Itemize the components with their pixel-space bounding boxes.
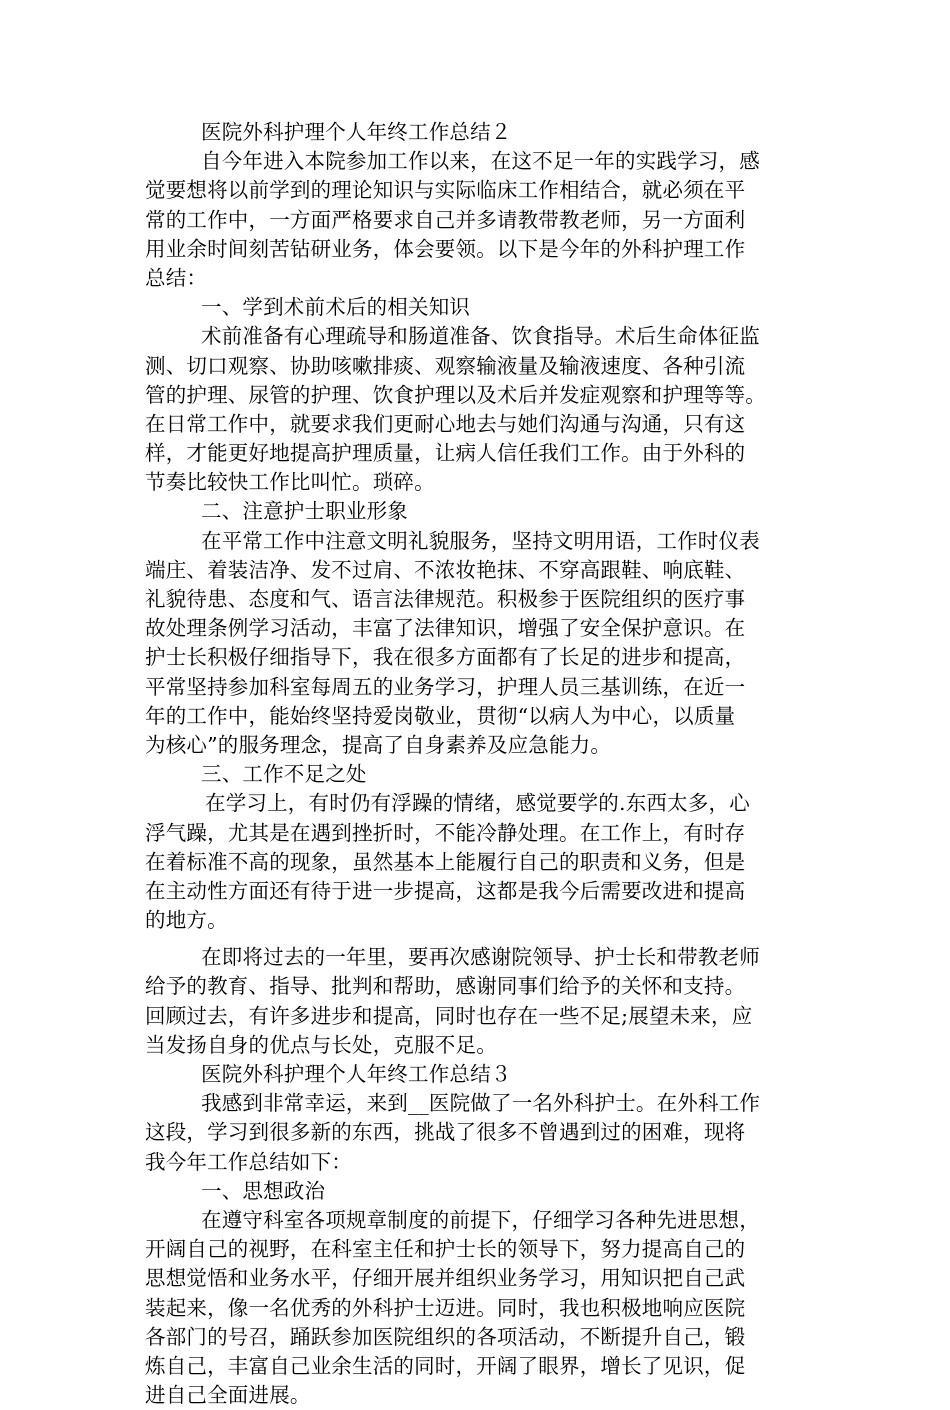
paragraph-line: 测、切口观察、协助咳嗽排痰、观察输液量及输液速度、各种引流 <box>145 353 746 378</box>
paragraph-line: 这段，学习到很多新的东西，挑战了很多不曾遇到过的困难，现将 <box>145 1120 746 1145</box>
paragraph-line: 浮气躁，尤其是在遇到挫折时，不能冷静处理。在工作上，有时存 <box>145 820 746 845</box>
paragraph-line: 故处理条例学习活动，丰富了法律知识，增强了安全保护意识。在 <box>145 616 746 641</box>
paragraph-line: 给予的教育、指导、批判和帮助，感谢同事们给予的关怀和支持。 <box>145 974 746 999</box>
paragraph-line: 为核心”的服务理念，提高了自身素养及应急能力。 <box>145 732 612 757</box>
paragraph-line: 的地方。 <box>145 908 228 933</box>
paragraph-line: 节奏比较快工作比叫忙。琐碎。 <box>145 470 435 495</box>
paragraph-line: 在日常工作中，就要求我们更耐心地去与她们沟通与沟通，只有这 <box>145 411 746 436</box>
document-body <box>145 118 821 1410</box>
paragraph-line: 炼自己，丰富自己业余生活的同时，开阔了眼界，增长了见识，促 <box>145 1353 746 1378</box>
paragraph-line: 术前准备有心理疏导和肠道准备、饮食指导。术后生命体征监 <box>201 324 760 349</box>
paragraph-line: 总结： <box>145 265 208 290</box>
paragraph-line: 开阔自己的视野，在科室主任和护士长的领导下，努力提高自己的 <box>145 1237 746 1262</box>
paragraph-line: 各部门的号召，踊跃参加医院组织的各项活动，不断提升自己，锻 <box>145 1324 746 1349</box>
paragraph-line: 回顾过去，有许多进步和提高，同时也存在一些不足;展望未来，应 <box>145 1003 753 1028</box>
section-heading: 医院外科护理个人年终工作总结２ <box>201 120 512 144</box>
paragraph-line: 进自己全面进展。 <box>145 1383 311 1408</box>
paragraph-line: 护士长积极仔细指导下，我在很多方面都有了长足的进步和提高， <box>145 645 746 670</box>
paragraph-line: 装起来，像一名优秀的外科护士迈进。同时，我也积极地响应医院 <box>145 1295 746 1320</box>
paragraph-line: 样，才能更好地提高护理质量，让病人信任我们工作。由于外科的 <box>145 441 746 466</box>
paragraph-line: 礼貌待患、态度和气、语言法律规范。积极参于医院组织的医疗事 <box>145 587 746 611</box>
paragraph-line: 在遵守科室各项规章制度的前提下，仔细学习各种先进思想， <box>201 1207 760 1232</box>
section-heading: 医院外科护理个人年终工作总结３ <box>201 1062 512 1086</box>
section-heading: 二、注意护士职业形象 <box>201 499 408 524</box>
section-heading: 一、学到术前术后的相关知识 <box>201 295 471 320</box>
paragraph-line: 自今年进入本院参加工作以来，在这不足一年的实践学习，感 <box>201 149 760 174</box>
paragraph-line: 在着标准不高的现象，虽然基本上能履行自己的职责和义务，但是 <box>145 849 746 874</box>
paragraph-line: 端庄、着装洁净、发不过肩、不浓妆艳抹、不穿高跟鞋、响底鞋、 <box>145 557 746 582</box>
section-heading: 三、工作不足之处 <box>201 762 367 787</box>
paragraph-line: 平常坚持参加科室每周五的业务学习，护理人员三基训练，在近一 <box>145 674 746 699</box>
section-heading: 一、思想政治 <box>201 1178 326 1203</box>
paragraph-line: 在平常工作中注意文明礼貌服务，坚持文明用语，工作时仪表 <box>201 528 760 553</box>
paragraph-line: 思想觉悟和业务水平，仔细开展并组织业务学习，用知识把自己武 <box>145 1266 746 1291</box>
paragraph-line: 常的工作中，一方面严格要求自己并多请教带教老师，另一方面利 <box>145 207 746 232</box>
paragraph-line: 觉要想将以前学到的理论知识与实际临床工作相结合，就必须在平 <box>145 178 746 203</box>
paragraph-line: 当发扬自身的优点与长处，克服不足。 <box>145 1032 497 1057</box>
paragraph-line: 管的护理、尿管的护理、饮食护理以及术后并发症观察和护理等等。 <box>145 382 766 407</box>
paragraph-line: 用业余时间刻苦钻研业务，体会要领。以下是今年的外科护理工作 <box>145 236 746 261</box>
paragraph-line: 在学习上，有时仍有浮躁的情绪，感觉要学的.东西太多，心 <box>205 791 750 816</box>
paragraph-line: 我感到非常幸运，来到__医院做了一名外科护士。在外科工作 <box>201 1091 761 1116</box>
paragraph-line: 在主动性方面还有待于进一步提高，这都是我今后需要改进和提高 <box>145 878 746 903</box>
paragraph-line: 年的工作中，能始终坚持爱岗敬业，贯彻“以病人为中心，以质量 <box>145 703 736 728</box>
paragraph-line: 在即将过去的一年里，要再次感谢院领导、护士长和带教老师 <box>201 945 760 970</box>
paragraph-line: 我今年工作总结如下： <box>145 1149 352 1174</box>
